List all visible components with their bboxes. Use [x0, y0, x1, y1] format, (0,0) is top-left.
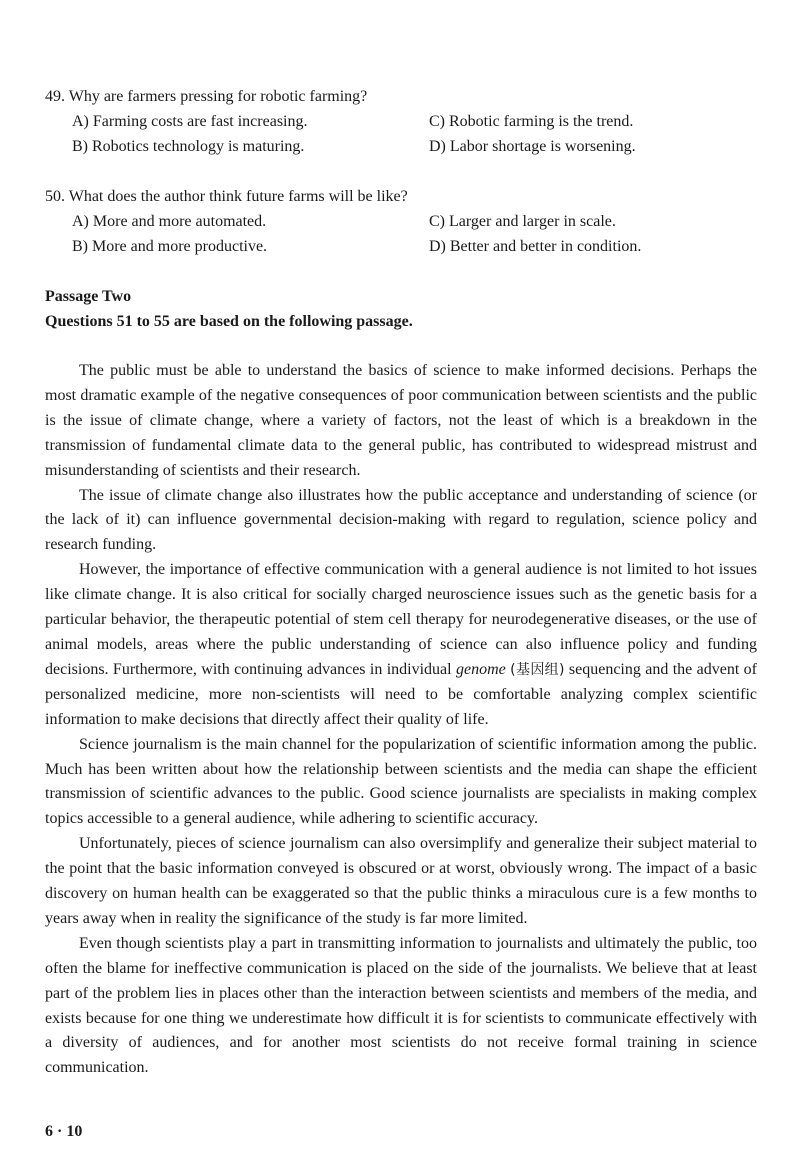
glossary-term: genome — [455, 660, 506, 678]
paragraph-text: sequencing and the advent of personalized medicine, more non-scientists will need to be comfortable analyzing complex scientific information to make decisions that directly affect their quality of life. — [45, 660, 757, 728]
option-a: A) More and more automated. — [72, 213, 267, 230]
glossary-translation: (基因组) — [510, 661, 565, 678]
question-49 — [45, 84, 757, 159]
passage-instruction: Questions 51 to 55 are based on the following passage. — [45, 313, 413, 330]
option-c: C) Larger and larger in scale. — [429, 213, 616, 230]
paragraph: Unfortunately, pieces of science journalism can also oversimplify and generalize their subject material to the point that the basic information conveyed is obscured or at worst, obviously wrong. The impact of a basic discovery on human health can be exaggerated so that the public thinks a miraculous cure is a few months to years away when in reality the significance of the study is far more limited. — [45, 835, 757, 927]
option-b: B) Robotics technology is maturing. — [72, 138, 305, 155]
paragraph: The issue of climate change also illustrates how the public acceptance and understanding of science (or the lack of it) can influence governmental decision-making with regard to regulation, science policy and research funding. — [45, 486, 757, 554]
question-options — [45, 209, 757, 259]
passage-header — [45, 284, 757, 334]
option-c: C) Robotic farming is the trend. — [429, 113, 634, 130]
passage-title: Passage Two — [45, 288, 132, 305]
paragraph — [45, 558, 757, 732]
question-50 — [45, 184, 757, 259]
option-a: A) Farming costs are fast increasing. — [72, 113, 308, 130]
option-b: B) More and more productive. — [72, 238, 268, 255]
passage-body — [45, 359, 757, 1081]
question-stem: 50. What does the author think future farms will be like? — [45, 188, 408, 205]
page-number: 6 · 10 — [45, 1123, 83, 1140]
paragraph: The public must be able to understand the basics of science to make informed decisions. Perhaps the most dramatic example of the negative consequences of poor communication between scientists and the public is the issue of climate change, where a variety of factors, not the least of which is a breakdown in the transmission of fundamental climate data to the general public, has contributed to widespread mistrust and misunderstanding of scientists and their research. — [45, 362, 757, 479]
paragraph: Even though scientists play a part in transmitting information to journalists and ultimately the public, too often the blame for ineffective communication is placed on the side of the journalists. We believe that at least part of the problem lies in places other than the interaction between scientists and members of the media, and exists because for one thing we underestimate how difficult it is for scientists to communicate effectively with a diversity of audiences, and for another most scientists do not receive formal training in science communication. — [45, 934, 757, 1077]
option-d: D) Better and better in condition. — [429, 238, 642, 255]
question-options — [45, 109, 757, 159]
paragraph: Science journalism is the main channel for the popularization of scientific information among the public. Much has been written about how the relationship between scientists and the media can shape the efficient transmission of scientific advances to the public. Good science journalists are specialists in making complex topics accessible to a general audience, while adhering to scientific accuracy. — [45, 735, 757, 828]
question-stem: 49. Why are farmers pressing for robotic farming? — [45, 88, 368, 105]
paragraph-text: However, the importance of effective communication with a general audience is not limited to hot issues like climate change. It is also critical for socially charged neuroscience issues such as the genetic basis for a particular behavior, the therapeutic potential of stem cell therapy for neurodegenerative diseases, or the use of animal models, areas where the public understanding of science can also influence policy and funding decisions. Furthermore, with continuing advances in individual — [45, 561, 757, 678]
exam-page — [45, 84, 757, 1081]
option-d: D) Labor shortage is worsening. — [429, 138, 636, 155]
